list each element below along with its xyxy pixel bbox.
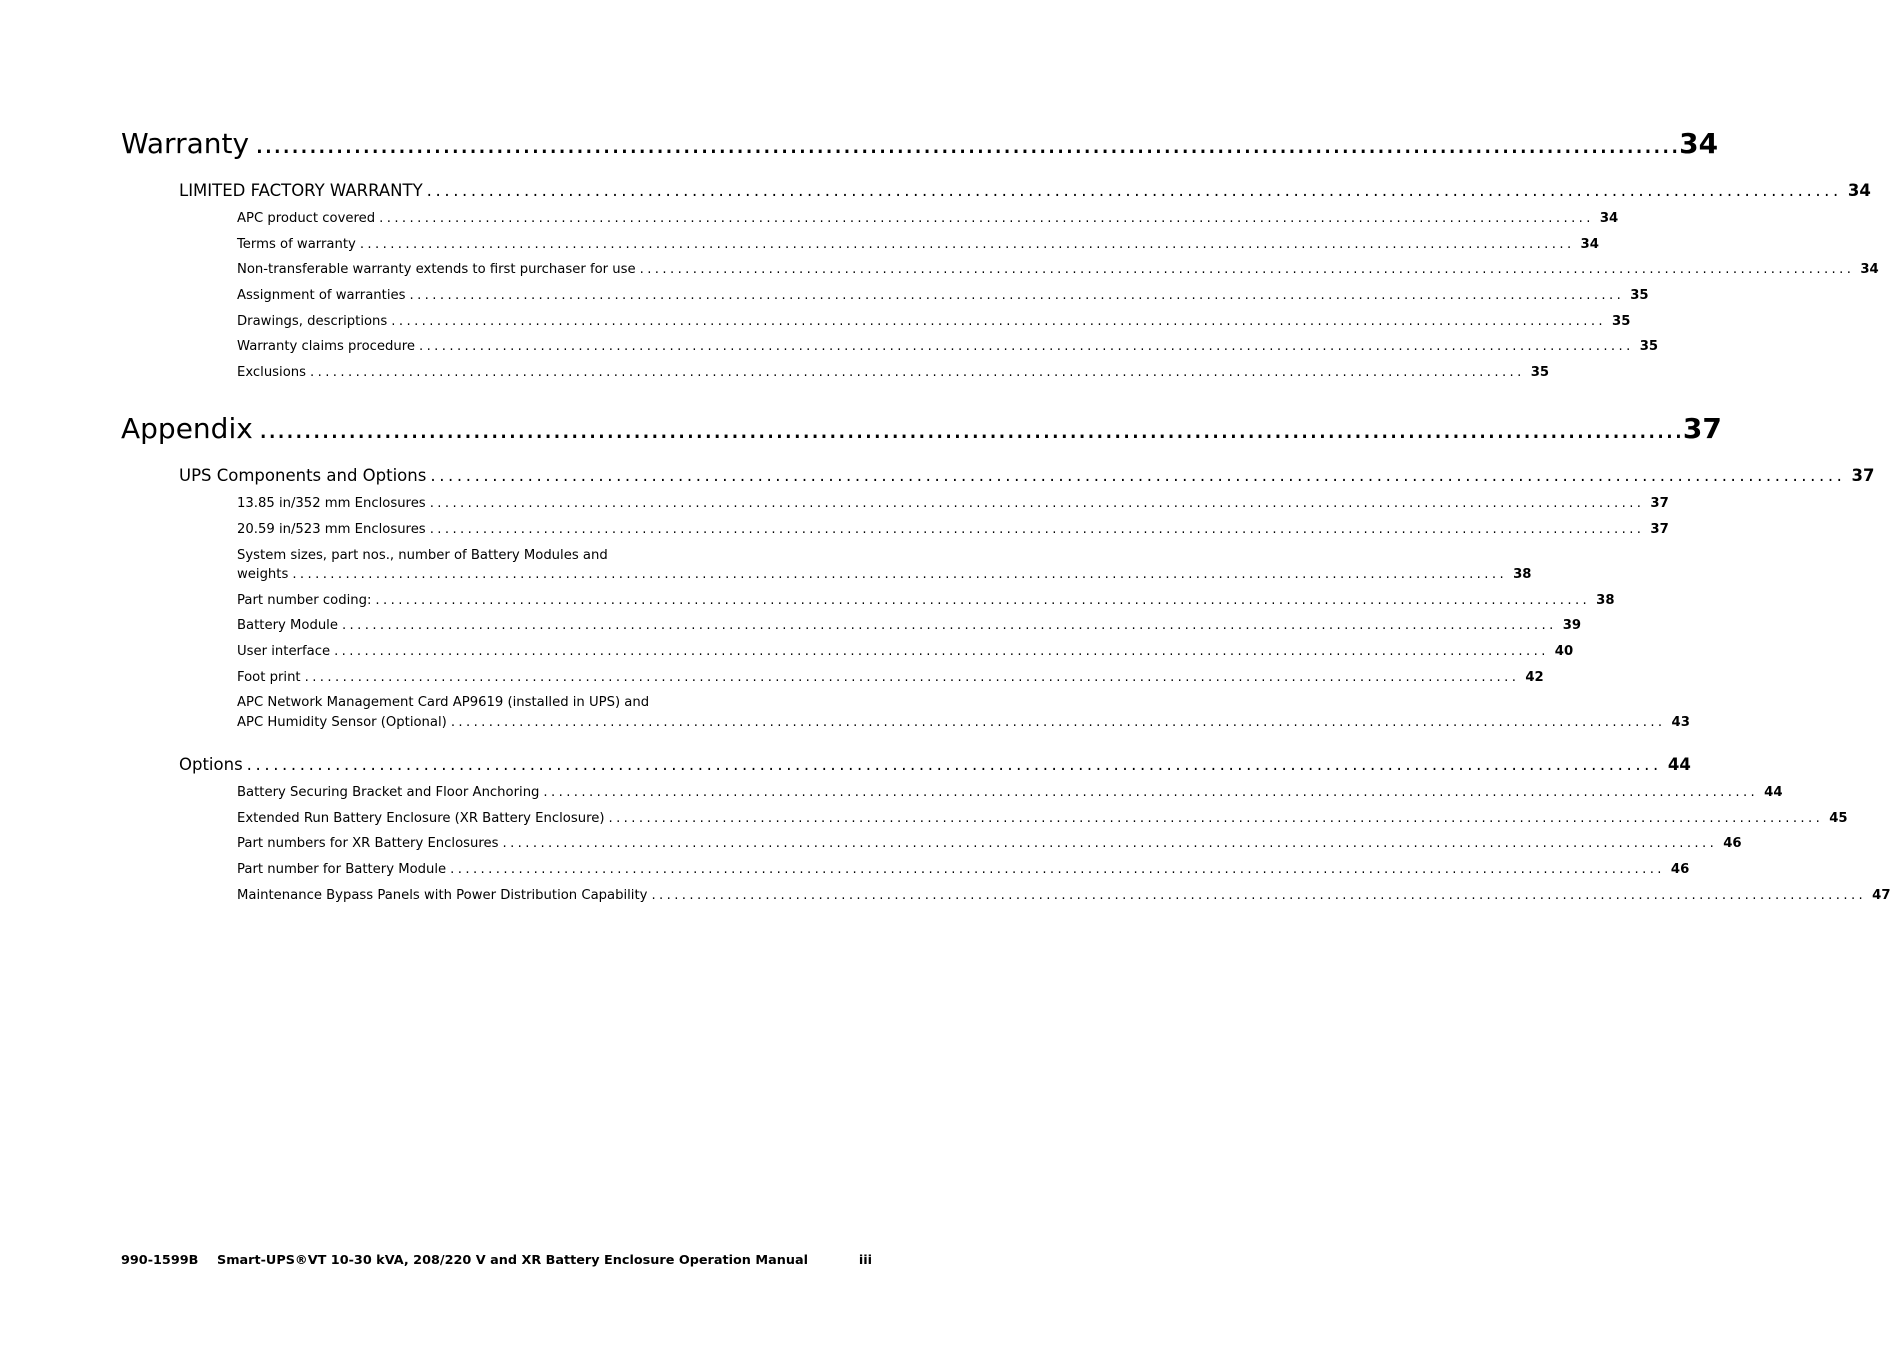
toc-section-ups-components[interactable] — [179, 465, 1875, 487]
entry-title: Foot print — [237, 670, 301, 685]
toc-entry-user-interface[interactable] — [237, 643, 1574, 661]
dot-leader: ................................................................................................................................................................ — [426, 181, 1842, 200]
dot-leader: ................................................................................................................................................................ — [359, 237, 1575, 252]
entry-title: 13.85 in/352 mm Enclosures — [237, 496, 426, 511]
toc-entry-xr-part-numbers[interactable] — [237, 835, 1742, 853]
entry-title: User interface — [237, 644, 331, 659]
toc-entry-enclosures-523[interactable] — [237, 521, 1669, 539]
entry-page-number: 38 — [1513, 567, 1532, 582]
section-title: LIMITED FACTORY WARRANTY — [179, 181, 423, 200]
entry-page-number: 37 — [1650, 522, 1669, 537]
toc-entry-system-sizes-line1[interactable]: System sizes, part nos., number of Battery Modules and — [237, 548, 608, 563]
entry-title: Non-transferable warranty extends to first purchaser for use — [237, 262, 636, 277]
toc-chapter-warranty[interactable] — [121, 126, 1719, 162]
toc-entry-non-transferable[interactable] — [237, 261, 1879, 279]
entry-page-number: 34 — [1860, 262, 1879, 277]
dot-leader: ................................................................................................................................................................ — [429, 522, 1645, 537]
dot-leader: ................................................................................................................................................................ — [341, 618, 1557, 633]
dot-leader: ................................................................................................................................................................ — [608, 811, 1824, 826]
entry-page-number: 37 — [1650, 496, 1669, 511]
toc-entry-bypass-panels[interactable] — [237, 887, 1891, 905]
entry-title: APC product covered — [237, 211, 376, 226]
toc-entry-network-card-line1[interactable]: APC Network Management Card AP9619 (installed in UPS) and — [237, 695, 650, 710]
dot-leader: ................................................................................................................................................................ — [450, 715, 1666, 730]
dot-leader: ................................................................................................................................................................ — [639, 262, 1855, 277]
toc-entry-part-number-coding[interactable] — [237, 592, 1615, 610]
toc-entry-extended-run[interactable] — [237, 810, 1848, 828]
entry-page-number: 40 — [1554, 644, 1574, 659]
toc-entry-battery-module[interactable] — [237, 617, 1582, 635]
dot-leader: ................................................................................................................................................................ — [409, 288, 1625, 303]
toc-entry-assignment[interactable] — [237, 287, 1649, 305]
toc-section-options[interactable] — [179, 754, 1691, 776]
toc-entry-claims[interactable] — [237, 338, 1659, 356]
dot-leader: ................................................................................................................................................................ — [255, 127, 1680, 160]
entry-page-number: 34 — [1580, 237, 1599, 252]
entry-title: APC Humidity Sensor (Optional) — [237, 715, 447, 730]
entry-title: Drawings, descriptions — [237, 314, 388, 329]
entry-page-number: 46 — [1670, 862, 1690, 877]
entry-page-number: 42 — [1525, 670, 1544, 685]
section-title: Options — [179, 755, 243, 774]
entry-title: 20.59 in/523 mm Enclosures — [237, 522, 426, 537]
section-page-number: 37 — [1851, 466, 1875, 485]
page-number: iii — [858, 1253, 872, 1268]
entry-title: Exclusions — [237, 365, 307, 380]
entry-title: Extended Run Battery Enclosure (XR Battery Enclosure) — [237, 811, 605, 826]
toc-entry-foot-print[interactable] — [237, 669, 1544, 687]
dot-leader: ................................................................................................................................................................ — [391, 314, 1607, 329]
entry-page-number: 38 — [1596, 593, 1615, 608]
toc-section-limited-warranty[interactable] — [179, 180, 1871, 202]
dot-leader: ................................................................................................................................................................ — [543, 785, 1759, 800]
entry-title: Warranty claims procedure — [237, 339, 415, 354]
entry-title: Battery Module — [237, 618, 338, 633]
dot-leader: ................................................................................................................................................................ — [418, 339, 1634, 354]
entry-title: Assignment of warranties — [237, 288, 406, 303]
entry-page-number: 34 — [1599, 211, 1619, 226]
dot-leader: ................................................................................................................................................................ — [258, 412, 1683, 445]
dot-leader: ................................................................................................................................................................ — [375, 593, 1591, 608]
entry-page-number: 46 — [1723, 836, 1742, 851]
entry-page-number: 44 — [1764, 785, 1783, 800]
entry-page-number: 45 — [1829, 811, 1848, 826]
dot-leader: ................................................................................................................................................................ — [304, 670, 1520, 685]
dot-leader: ................................................................................................................................................................ — [246, 755, 1662, 774]
section-page-number: 34 — [1847, 181, 1871, 200]
entry-title: Maintenance Bypass Panels with Power Distribution Capability — [237, 888, 648, 903]
toc-entry-apc-product-covered[interactable] — [237, 210, 1619, 228]
entry-page-number: 35 — [1530, 365, 1550, 380]
entry-title: Part number for Battery Module — [237, 862, 447, 877]
entry-page-number: 35 — [1630, 288, 1649, 303]
dot-leader: ................................................................................................................................................................ — [334, 644, 1549, 659]
chapter-page-number: 37 — [1682, 412, 1722, 445]
toc-entry-system-sizes[interactable] — [237, 566, 1532, 584]
entry-title: Terms of warranty — [237, 237, 356, 252]
section-page-number: 44 — [1667, 755, 1691, 774]
entry-title: Battery Securing Bracket and Floor Anchoring — [237, 785, 540, 800]
manual-title: Smart-UPS®VT 10-30 kVA, 208/220 V and XR Battery Enclosure Operation Manual — [217, 1253, 808, 1268]
entry-title: Part number coding: — [237, 593, 372, 608]
chapter-page-number: 34 — [1679, 127, 1719, 160]
entry-title: weights — [237, 567, 289, 582]
toc-entry-enclosures-352[interactable] — [237, 495, 1669, 513]
entry-page-number: 39 — [1562, 618, 1582, 633]
toc-entry-securing-bracket[interactable] — [237, 784, 1783, 802]
entry-title: Part numbers for XR Battery Enclosures — [237, 836, 499, 851]
dot-leader: ................................................................................................................................................................ — [502, 836, 1718, 851]
page-footer — [121, 1252, 872, 1270]
section-title: UPS Components and Options — [179, 466, 427, 485]
toc-chapter-appendix[interactable] — [121, 411, 1722, 447]
dot-leader: ................................................................................................................................................................ — [651, 888, 1867, 903]
dot-leader: ................................................................................................................................................................ — [429, 496, 1645, 511]
entry-page-number: 43 — [1671, 715, 1690, 730]
toc-entry-terms-of-warranty[interactable] — [237, 236, 1599, 254]
toc-entry-battery-part-number[interactable] — [237, 861, 1690, 879]
dot-leader: ................................................................................................................................................................ — [292, 567, 1508, 582]
chapter-title: Warranty — [121, 127, 250, 160]
dot-leader: ................................................................................................................................................................ — [430, 466, 1846, 485]
chapter-title: Appendix — [121, 412, 253, 445]
dot-leader: ................................................................................................................................................................ — [379, 211, 1594, 226]
toc-entry-network-card[interactable] — [237, 714, 1690, 732]
document-number: 990-1599B — [121, 1253, 199, 1268]
dot-leader: ................................................................................................................................................................ — [450, 862, 1665, 877]
entry-page-number: 35 — [1639, 339, 1659, 354]
toc-entry-drawings[interactable] — [237, 313, 1631, 331]
entry-page-number: 47 — [1872, 888, 1891, 903]
toc-entry-exclusions[interactable] — [237, 364, 1550, 382]
dot-leader: ................................................................................................................................................................ — [310, 365, 1525, 380]
entry-page-number: 35 — [1612, 314, 1631, 329]
